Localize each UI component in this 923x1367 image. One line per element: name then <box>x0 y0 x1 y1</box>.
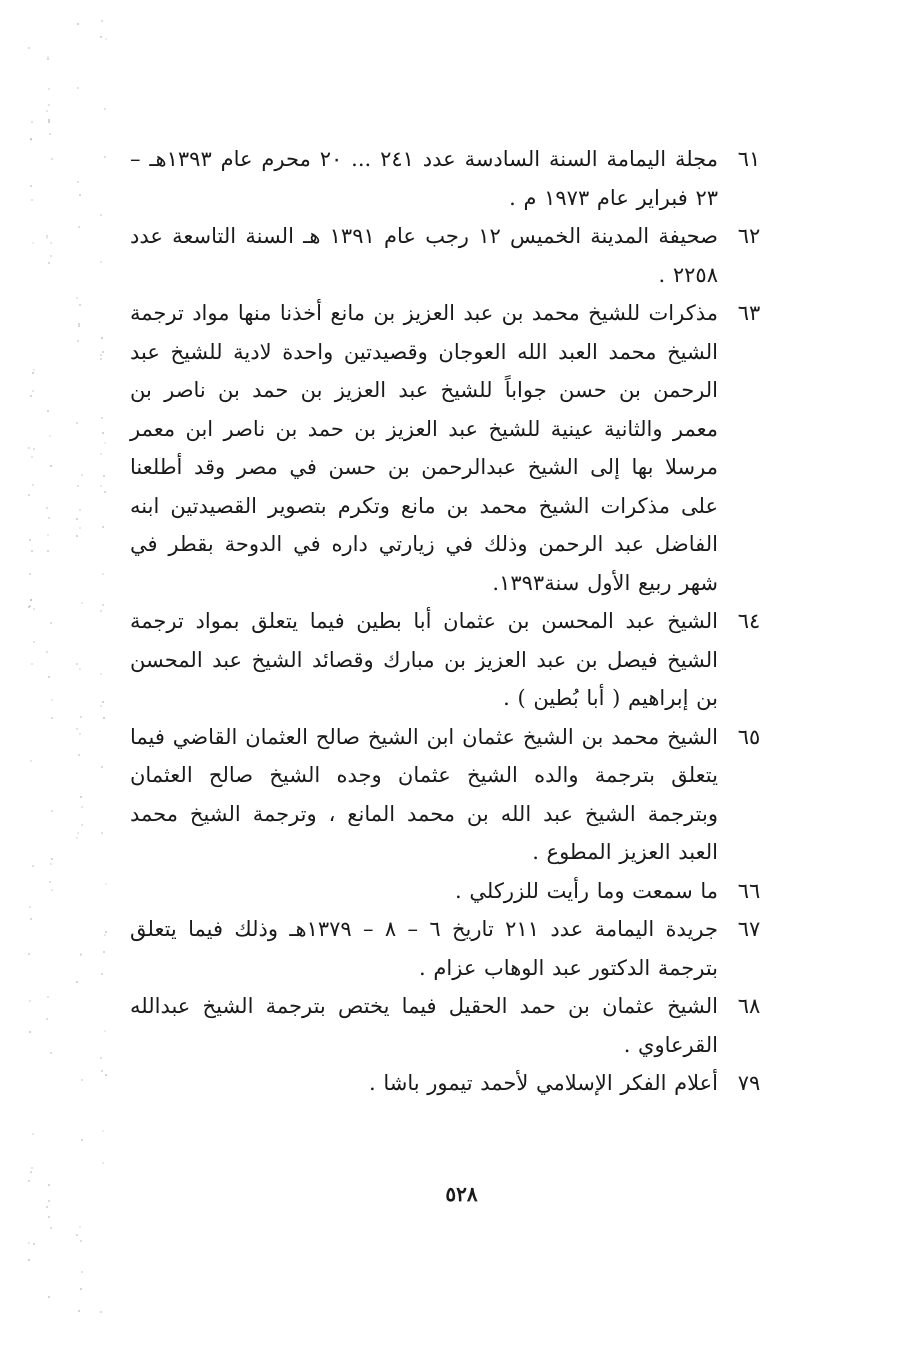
scan-speck <box>101 1070 103 1072</box>
scan-speck <box>81 474 83 476</box>
reference-item <box>130 294 780 602</box>
scan-speck <box>80 1240 82 1242</box>
scan-speck <box>51 699 53 701</box>
reference-number: ٦٣ <box>737 301 761 325</box>
reference-text: ما سمعت وما رأيت للزركلي . <box>455 878 718 903</box>
scan-speck <box>100 354 102 356</box>
scan-speck <box>49 435 51 437</box>
scan-speck <box>100 485 102 487</box>
reference-item <box>130 987 780 1064</box>
scan-speck <box>100 36 102 38</box>
scan-speck <box>101 832 103 834</box>
scan-speck <box>101 20 103 22</box>
scan-speck <box>76 837 78 839</box>
scan-speck <box>32 372 34 374</box>
scan-speck <box>78 323 80 325</box>
scan-speck <box>28 494 30 496</box>
scan-speck <box>29 605 31 607</box>
scan-speck <box>105 931 107 933</box>
scan-speck <box>31 199 33 201</box>
scan-speck <box>48 121 50 123</box>
scan-speck <box>46 237 48 239</box>
scan-speck <box>28 1242 30 1244</box>
scan-speck <box>79 509 81 511</box>
scan-speck <box>46 1018 48 1020</box>
scan-speck <box>77 832 79 834</box>
scan-speck <box>32 390 34 392</box>
scan-speck <box>49 881 51 883</box>
scan-speck <box>79 1226 81 1228</box>
scan-speck <box>31 1167 33 1169</box>
scan-speck <box>77 181 79 183</box>
scan-speck <box>101 417 103 419</box>
scan-speck <box>51 158 53 160</box>
scan-speck <box>32 1133 34 1135</box>
scan-speck <box>33 369 35 371</box>
scan-speck <box>46 110 48 112</box>
scan-speck <box>102 526 104 528</box>
scan-speck <box>100 453 102 455</box>
scan-speck <box>102 351 104 353</box>
scan-speck <box>80 716 82 718</box>
scan-speck <box>47 58 49 60</box>
scan-speck <box>47 56 49 58</box>
scan-speck <box>31 456 33 458</box>
scan-speck <box>29 1031 31 1033</box>
scan-speck <box>30 760 32 762</box>
scan-speck <box>31 550 33 552</box>
reference-item <box>130 217 780 294</box>
scan-speck <box>76 422 78 424</box>
scan-speck <box>76 1234 78 1236</box>
scan-speck <box>47 410 49 412</box>
scan-speck <box>46 507 48 509</box>
scan-speck <box>79 733 81 735</box>
reference-item <box>130 910 780 987</box>
scan-speck <box>46 235 48 237</box>
reference-text: أعلام الفكر الإسلامي لأحمد تيمور باشا . <box>368 1071 718 1095</box>
scan-speck <box>81 602 83 604</box>
scan-speck <box>80 953 82 955</box>
scan-speck <box>29 573 31 575</box>
scan-speck <box>48 262 50 264</box>
scan-speck <box>30 599 32 601</box>
scan-speck <box>48 1296 50 1298</box>
scan-speck <box>100 673 102 675</box>
scan-speck <box>32 242 34 244</box>
scan-speck <box>100 610 102 612</box>
scan-speck <box>81 824 83 826</box>
reference-text: جريدة اليمامة عدد ٢١١ تاريخ ٦ – ٨ – ١٣٧٩هـ وذلك فيما يتعلق بترجمة الدكتور عبد الوهاب عزام . <box>130 917 718 980</box>
scan-speck <box>101 973 103 975</box>
scan-speck <box>30 1171 32 1173</box>
scan-speck <box>76 981 78 983</box>
reference-text: مجلة اليمامة السنة السادسة عدد ٢٤١ ... ٢٠ محرم عام ١٣٩٣هـ – ٢٣ فبراير عام ١٩٧٣ م . <box>130 147 718 210</box>
scan-speck <box>100 214 102 216</box>
scan-speck <box>33 608 35 610</box>
scan-speck <box>30 599 32 601</box>
scan-speck <box>100 1057 102 1059</box>
scan-speck <box>51 889 53 891</box>
scan-speck <box>105 1074 107 1076</box>
scan-speck <box>30 138 32 140</box>
scan-speck <box>50 1227 52 1229</box>
scan-speck <box>29 539 31 541</box>
reference-number: ٦٥ <box>737 724 761 749</box>
scan-speck <box>79 194 81 196</box>
scan-speck <box>50 465 52 467</box>
scan-speck <box>51 858 53 860</box>
scan-speck <box>104 1030 106 1032</box>
scan-speck <box>78 325 80 327</box>
reference-number: ٦٤ <box>737 609 761 633</box>
scan-speck <box>77 485 79 487</box>
scan-speck <box>81 806 83 808</box>
scan-speck <box>49 133 51 135</box>
scan-speck <box>79 304 81 306</box>
scan-speck <box>76 728 78 730</box>
scan-speck <box>50 863 52 865</box>
scan-speck <box>79 668 81 670</box>
scan-speck <box>46 651 48 653</box>
reference-number: ٧٩ <box>737 1071 761 1095</box>
scan-speck <box>103 717 105 719</box>
scan-speck <box>78 226 80 228</box>
reference-number: ٦٦ <box>737 878 761 903</box>
scan-speck <box>46 1206 48 1208</box>
reference-text: الشيخ عبد المحسن بن عثمان أبا بطين فيما يتعلق بمواد ترجمة الشيخ فيصل بن عبد العزيز بن مبارك وقصائد الشيخ عبد المحسن بن إبراهيم ( أبا بُطين ) . <box>130 609 718 710</box>
scan-speck <box>104 156 106 158</box>
scan-speck <box>81 1139 83 1141</box>
scan-speck <box>31 663 33 665</box>
references-list <box>130 140 780 1103</box>
scan-speck <box>50 1052 52 1054</box>
scan-speck <box>50 255 52 257</box>
reference-number: ٦٨ <box>737 994 761 1018</box>
scan-speck <box>80 1288 82 1290</box>
scan-speck <box>101 766 103 768</box>
scan-speck <box>48 119 50 121</box>
scan-speck <box>50 622 52 624</box>
scan-speck <box>48 88 50 90</box>
scan-speck <box>77 87 79 89</box>
scan-speck <box>80 796 82 798</box>
reference-number: ٦٢ <box>737 224 761 248</box>
scan-speck <box>48 517 50 519</box>
scan-speck <box>105 883 107 885</box>
scan-speck <box>76 535 78 537</box>
scan-speck <box>101 337 103 339</box>
scan-speck <box>78 1310 80 1312</box>
scan-speck <box>28 1259 30 1261</box>
reference-text: الشيخ محمد بن الشيخ عثمان ابن الشيخ صالح العثمان القاضي فيما يتعلق بترجمة والده الشيخ عثمان وجده الشيخ صالح العثمان وبترجمة الشيخ عبد الله بن محمد المانع ، وترجمة الشيخ محمد العبد العزيز المطوع . <box>130 724 718 864</box>
reference-item <box>130 140 780 217</box>
scan-speck <box>76 663 78 665</box>
scan-speck <box>33 448 35 450</box>
scan-speck <box>48 676 50 678</box>
scan-speck <box>28 606 30 608</box>
scan-speck <box>31 121 33 123</box>
scan-speck <box>79 527 81 529</box>
scan-speck <box>104 491 106 493</box>
scan-speck <box>32 865 34 867</box>
scan-speck <box>28 47 30 49</box>
scan-speck <box>103 951 105 953</box>
scan-speck <box>78 754 80 756</box>
scan-speck <box>77 340 79 342</box>
scan-speck <box>104 442 106 444</box>
scan-speck <box>47 550 49 552</box>
scan-speck <box>104 108 106 110</box>
scan-speck <box>33 1243 35 1245</box>
scan-speck <box>33 641 35 643</box>
scan-speck <box>100 358 102 360</box>
scan-speck <box>28 953 30 955</box>
scan-speck <box>30 185 32 187</box>
scan-speck <box>103 475 105 477</box>
reference-text: صحيفة المدينة الخميس ١٢ رجب عام ١٣٩١ هـ السنة التاسعة عدد ٢٢٥٨ . <box>130 224 718 287</box>
scan-speck <box>47 996 49 998</box>
scan-speck <box>105 38 107 40</box>
scan-speck <box>102 432 104 434</box>
scan-speck <box>81 1079 83 1081</box>
scan-speck <box>80 954 82 956</box>
scan-speck <box>29 906 31 908</box>
scan-speck <box>28 447 30 449</box>
scan-speck <box>102 1162 104 1164</box>
scan-speck <box>104 934 106 936</box>
scan-speck <box>47 534 49 536</box>
scan-speck <box>30 918 32 920</box>
scan-speck <box>77 23 79 25</box>
scan-speck <box>100 1311 102 1313</box>
reference-item <box>130 872 780 911</box>
reference-item <box>130 1064 780 1103</box>
scan-speck <box>102 573 104 575</box>
scan-speck <box>51 717 53 719</box>
scan-speck <box>102 604 104 606</box>
scan-speck <box>100 261 102 263</box>
reference-number: ٦٧ <box>737 917 761 941</box>
reference-text: مذكرات للشيخ محمد بن عبد العزيز بن مانع أخذنا منها مواد ترجمة الشيخ محمد العبد الله العوجان وقصيدتين واحدة لادية للشيخ عبد الرحمن بن حسن جواباً للشيخ عبد العزيز بن حمد بن ناصر بن معمر والثانية عينية للشيخ عبد العزيز بن حمد بن ناصر ابن معمر مرسلا بها إلى الشيخ عبدالرحمن بن حسن في مصر وقد أطلعنا على مذكرات الشيخ محمد بن مانع وتكرم بتصوير القصيدتين ابنه الفاضل عبد الرحمن وذلك في زيارتي داره في الدوحة بقطر في شهر ربيع الأول سنة١٣٩٣. <box>130 301 718 595</box>
scan-speck <box>30 395 32 397</box>
scan-speck <box>50 242 52 244</box>
scan-speck <box>76 518 78 520</box>
scan-speck <box>100 705 102 707</box>
scan-speck <box>48 104 50 106</box>
scan-speck <box>32 484 34 486</box>
scan-speck <box>76 297 78 299</box>
reference-item <box>130 718 780 872</box>
reference-item <box>130 602 780 718</box>
scan-speck <box>29 1000 31 1002</box>
page-number: ٥٢٨ <box>445 1182 478 1206</box>
scan-speck <box>51 810 53 812</box>
reference-number: ٦١ <box>737 147 761 171</box>
scan-speck <box>102 701 104 703</box>
scan-speck <box>81 1271 83 1273</box>
scan-speck <box>48 1216 50 1218</box>
scan-speck <box>102 1130 104 1132</box>
scan-speck <box>30 139 32 141</box>
reference-text: الشيخ عثمان بن حمد الحقيل فيما يختص بترجمة الشيخ عبدالله القرعاوي . <box>130 994 718 1057</box>
